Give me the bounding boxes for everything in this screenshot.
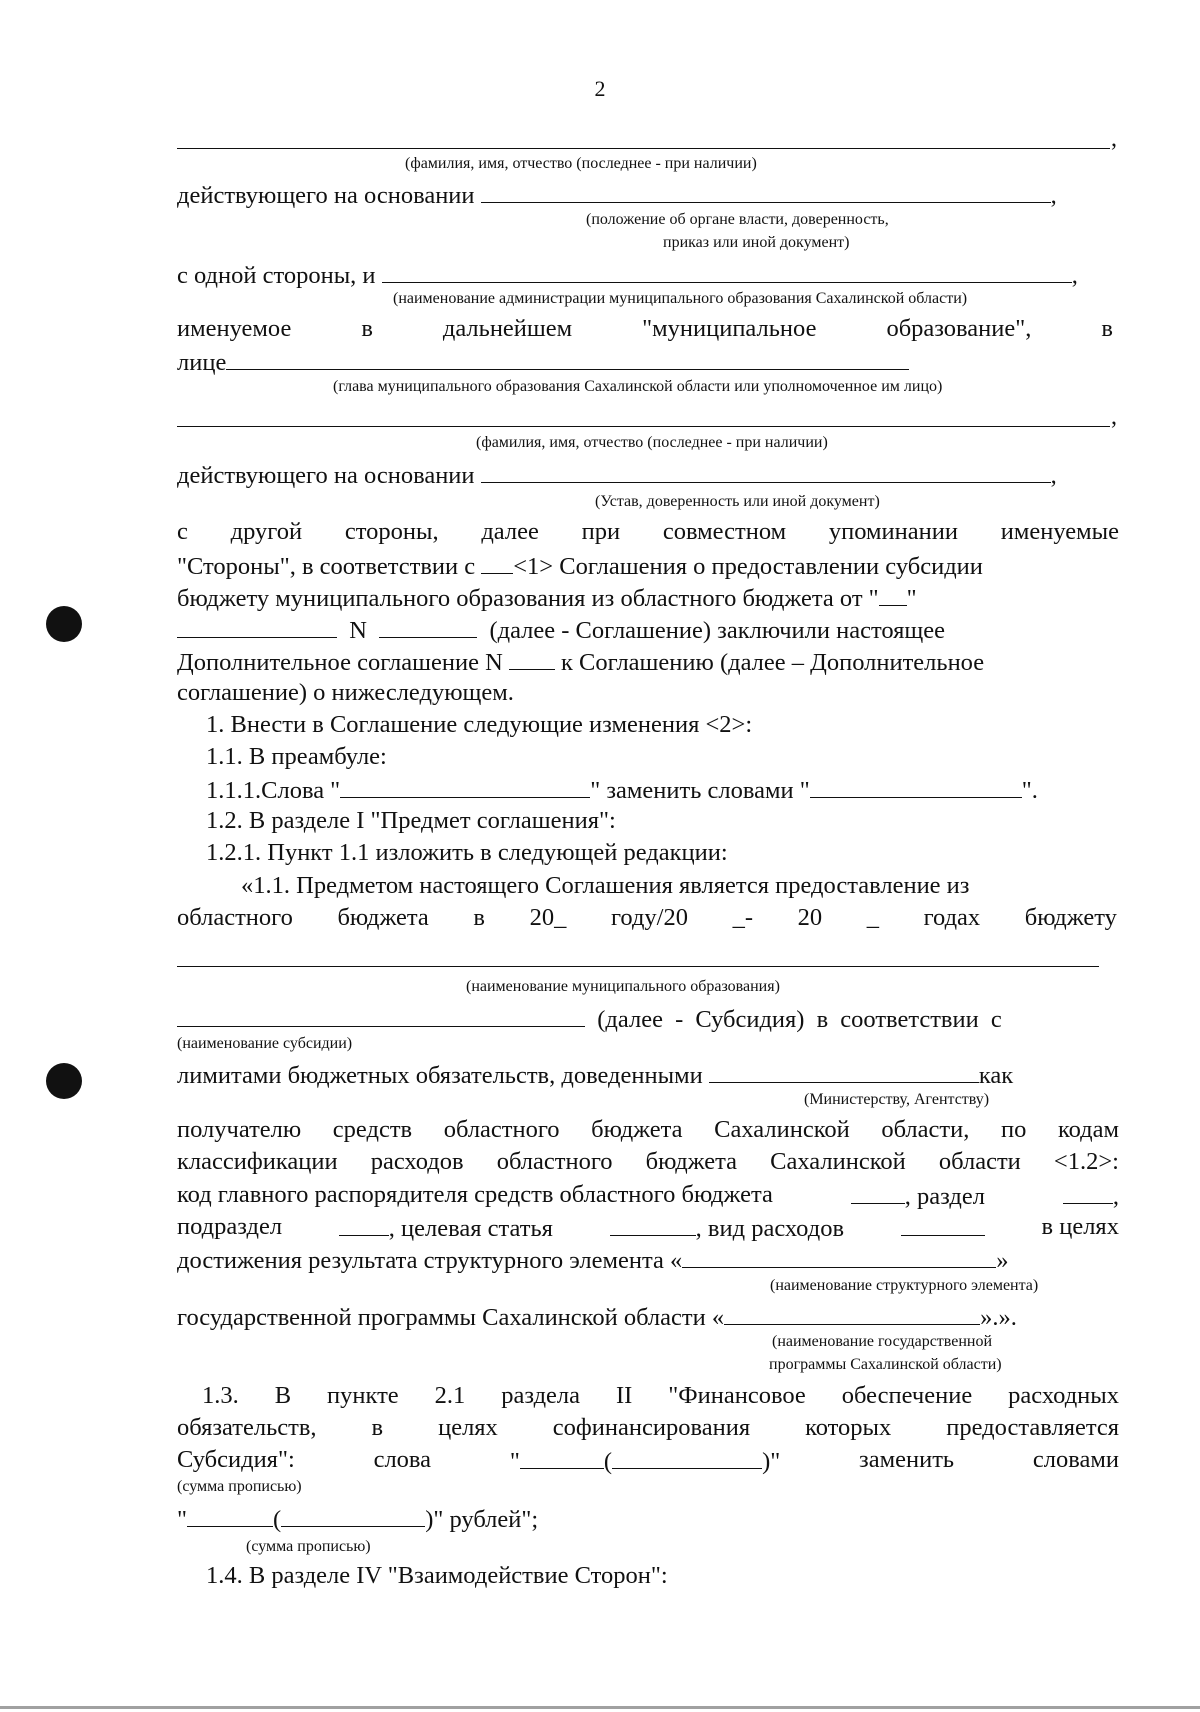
para-line-1: с другой стороны, далее при совместном упоминании именуемые: [177, 518, 1119, 545]
caption-amount-words-2: (сумма прописью): [246, 1538, 371, 1555]
item-1-3-line-3: Субсидия": слова " ( )" заменить словами: [177, 1446, 1119, 1475]
fill-municipality: [177, 966, 1099, 967]
caption-subsidy: (наименование субсидии): [177, 1035, 353, 1052]
caption-head: (глава муниципального образования Сахалинской области или уполномоченное им лицо): [333, 378, 943, 395]
fill-admin-code: [851, 1179, 905, 1204]
limits-line: лимитами бюджетных обязательств, доведенными как: [177, 1058, 1122, 1092]
line-acting-basis: действующего на основании ,: [177, 178, 1122, 212]
fill-new-amount-words: [281, 1502, 425, 1527]
para-line-6: соглашение) о нижеследующем.: [177, 679, 514, 706]
program-line: государственной программы Сахалинской области « ».».: [177, 1300, 1122, 1334]
line-first-party: с одной стороны, и ,: [177, 258, 1122, 292]
recipient-line-5: достижения результата структурного элемента « »: [177, 1243, 1122, 1277]
item-1-1-1: 1.1.1.Слова " " заменить словами " ".: [206, 773, 1151, 807]
quote-line-2: областного бюджета в 20_ году/20 _- 20 _ годах бюджету: [177, 904, 1117, 931]
line-hereinafter: именуемое в дальнейшем "муниципальное образование", в: [177, 315, 1113, 342]
fill-program: [724, 1300, 980, 1325]
caption-basis: (положение об органе власти, доверенность,: [586, 211, 889, 228]
caption-basis-2: приказ или иной документ): [663, 234, 850, 251]
fill-number: [379, 613, 477, 638]
fill-basis: [481, 178, 1051, 203]
caption-charter: (Устав, доверенность или иной документ): [595, 493, 880, 510]
para-line-2: "Стороны", в соответствии с <1> Соглашения о предоставлении субсидии: [177, 549, 1122, 583]
caption-program-2: программы Сахалинской области): [769, 1356, 1002, 1373]
fill-subsection: [339, 1211, 389, 1236]
caption-full-name: (фамилия, имя, отчество (последнее - при наличии): [405, 155, 757, 172]
fill-structural-element: [682, 1243, 996, 1268]
fill-clause: [481, 549, 513, 574]
comma: ,: [1111, 126, 1117, 152]
caption-full-name-2: (фамилия, имя, отчество (последнее - при наличии): [476, 434, 828, 451]
item-1-1: 1.1. В преамбуле:: [206, 743, 387, 770]
fill-target-article: [610, 1211, 696, 1236]
item-1-2-1: 1.2.1. Пункт 1.1 изложить в следующей редакции:: [206, 839, 728, 866]
fill-administration: [382, 258, 1072, 283]
fill-supp-number: [509, 645, 555, 670]
item-1-3-line-4: " ( )" рублей";: [177, 1502, 1122, 1536]
para-line-3: бюджету муниципального образования из областного бюджета от " ": [177, 581, 1122, 615]
recipient-line-4: подраздел , целевая статья , вид расходов в целях: [177, 1213, 1119, 1242]
fill-date: [177, 613, 337, 638]
item-1-2: 1.2. В разделе I "Предмет соглашения":: [206, 807, 616, 834]
fill-basis-2: [481, 458, 1051, 483]
caption-administration: (наименование администрации муниципального образования Сахалинской области): [393, 290, 968, 307]
fill-ministry: [709, 1058, 979, 1083]
comma: ,: [1111, 404, 1117, 430]
fill-line-full-name: [177, 148, 1110, 149]
caption-municipality: (наименование муниципального образования): [466, 978, 780, 995]
fill-new-words: [810, 773, 1022, 798]
recipient-line-1: получателю средств областного бюджета Сахалинской области, по кодам: [177, 1116, 1119, 1143]
scan-edge: [0, 1706, 1200, 1709]
recipient-line-2: классификации расходов областного бюджета Сахалинской области <1.2>:: [177, 1148, 1119, 1175]
fill-day: [879, 581, 907, 606]
punch-hole-top: [46, 606, 82, 642]
para-line-5: Дополнительное соглашение N к Соглашению (далее – Дополнительное: [177, 645, 1122, 679]
item-1: 1. Внести в Соглашение следующие изменения <2>:: [206, 711, 753, 738]
fill-section: [1063, 1179, 1113, 1204]
fill-old-words: [340, 773, 590, 798]
item-1-3-line-1: 1.3. В пункте 2.1 раздела II "Финансовое обеспечение расходных: [202, 1382, 1119, 1409]
caption-amount-words: (сумма прописью): [177, 1478, 302, 1495]
page-number: 2: [594, 76, 606, 101]
item-1-4: 1.4. В разделе IV "Взаимодействие Сторон":: [206, 1562, 668, 1589]
line-person: лице: [177, 345, 1122, 379]
fill-new-amount: [187, 1502, 273, 1527]
fill-old-amount: [520, 1444, 604, 1469]
caption-program: (наименование государственной: [772, 1333, 993, 1350]
quote-line-1: «1.1. Предметом настоящего Соглашения является предоставление из: [241, 872, 970, 899]
caption-structural-element: (наименование структурного элемента): [770, 1277, 1039, 1294]
para-line-4: N (далее - Соглашение) заключили настоящее: [177, 613, 1122, 647]
caption-ministry: (Министерству, Агентству): [804, 1091, 990, 1108]
punch-hole-bottom: [46, 1063, 82, 1099]
fill-subsidy-name: [177, 1002, 585, 1027]
subsidy-line: (далее - Субсидия) в соответствии с: [177, 1002, 1122, 1036]
fill-line-full-name-2: [177, 426, 1110, 427]
line-acting-basis-2: действующего на основании ,: [177, 458, 1122, 492]
item-1-3-line-2: обязательств, в целях софинансирования которых предоставляется: [177, 1414, 1119, 1441]
recipient-line-3: код главного распорядителя средств областного бюджета , раздел ,: [177, 1181, 1119, 1210]
fill-person: [226, 345, 909, 370]
fill-expense-type: [901, 1211, 985, 1236]
fill-old-amount-words: [612, 1444, 762, 1469]
